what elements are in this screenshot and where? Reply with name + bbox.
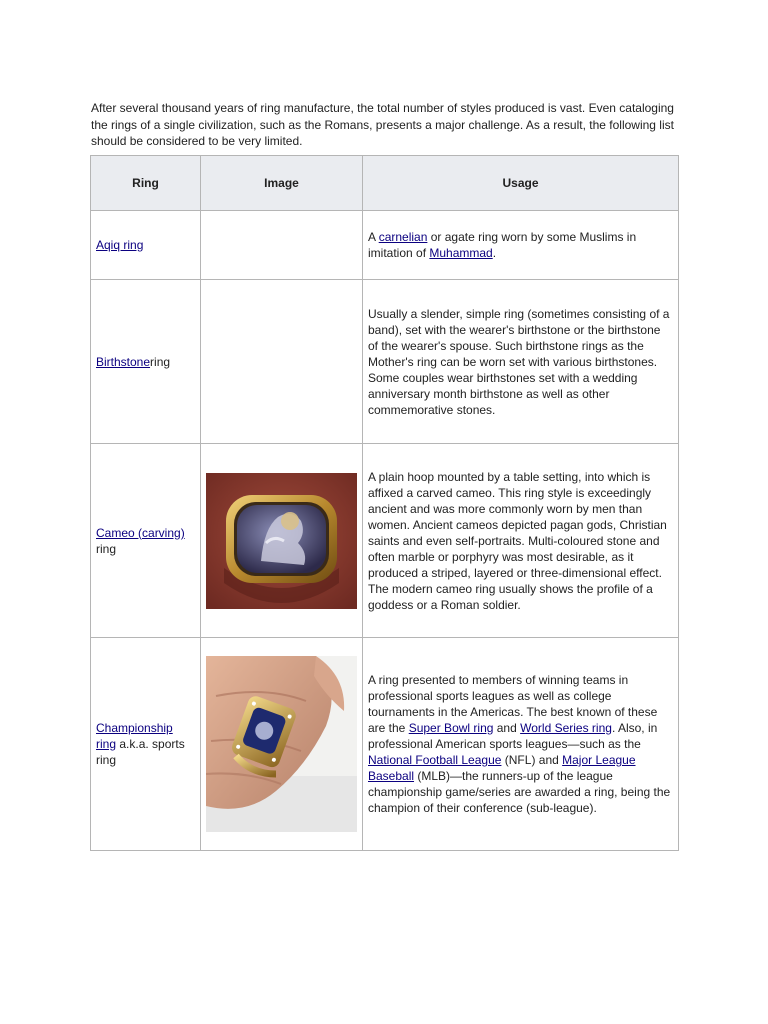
image-cell (201, 444, 363, 638)
ring-cell (91, 638, 201, 851)
carnelian-link[interactable]: carnelian (378, 230, 428, 244)
mlb-link[interactable]: Major League Baseball (368, 753, 636, 783)
intro-paragraph: After several thousand years of ring manufacture, the total number of styles produced is vast. Even cataloging the rings of a single civilization, such as the Romans, presents a major challenge. As a result, the following list should be considered to be very limited. (91, 101, 674, 148)
ring-suffix: ring (150, 354, 171, 369)
birthstone-link[interactable]: Birthstone (96, 354, 151, 369)
table-row (91, 444, 679, 638)
usage-cell (363, 211, 679, 280)
world-series-ring-link[interactable]: World Series ring (520, 721, 612, 735)
ring-cell (91, 280, 201, 444)
usage-cell (363, 638, 679, 851)
ring-suffix: a.k.a. sports ring (96, 737, 185, 767)
image-cell-empty (201, 211, 363, 280)
usage-text: and (493, 721, 521, 735)
championship-ring-link[interactable]: Championship ring (96, 721, 173, 751)
ring-styles-table (90, 155, 679, 851)
aqiq-ring-link[interactable]: Aqiq ring (96, 238, 144, 252)
muhammad-link[interactable]: Muhammad (429, 246, 493, 260)
usage-text: or agate ring worn by some Muslims in imitation of (368, 230, 637, 260)
usage-text: . Also, in professional American sports leagues—such as the (368, 721, 658, 751)
ring-suffix: ring (96, 541, 117, 556)
usage-text: (NFL) and (501, 753, 563, 767)
table-header-row (91, 156, 679, 211)
header-usage: Usage (363, 156, 679, 211)
ring-cell (91, 444, 201, 638)
usage-text: A ring presented to members of winning teams in professional sports leagues as well as college tournaments in the Americas. The best known of these are the (368, 673, 658, 735)
championship-ring-photo[interactable] (206, 656, 357, 832)
table-row (91, 280, 679, 444)
usage-text: A (368, 230, 379, 244)
table-row (91, 211, 679, 280)
header-image: Image (201, 156, 363, 211)
usage-text: (MLB)—the runners-up of the league championship game/series are awarded a ring, being the champion of their conference (sub-league). (368, 769, 671, 815)
nfl-link[interactable]: National Football League (368, 753, 502, 767)
usage-cell: A plain hoop mounted by a table setting, into which is affixed a carved cameo. This ring style is exceedingly ancient and was more commonly worn by men than women. Ancient cameos depicted pagan gods, Christian saints and even self-portraits. Multi-coloured stone and often marble or porphyry was most desirable, as it produced a striped, layered or three-dimensional effect. The modern cameo ring usually shows the profile of a goddess or a Roman soldier. (363, 444, 679, 638)
ring-cell (91, 211, 201, 280)
super-bowl-ring-link[interactable]: Super Bowl ring (408, 721, 494, 735)
header-ring: Ring (91, 156, 201, 211)
table-row (91, 638, 679, 851)
image-cell-empty (201, 280, 363, 444)
cameo-ring-photo[interactable] (206, 473, 357, 609)
image-cell (201, 638, 363, 851)
usage-text: . (492, 246, 497, 260)
usage-cell: Usually a slender, simple ring (sometimes consisting of a band), set with the wearer's birthstone or the birthstone of the wearer's spouse. Such birthstone rings as the Mother's ring can be worn set with various birthstones. Some couples wear birthstones set with a wedding anniversary month birthstone as well as other commemorative stones. (363, 280, 679, 444)
cameo-carving-link[interactable]: Cameo (carving) (96, 525, 185, 540)
